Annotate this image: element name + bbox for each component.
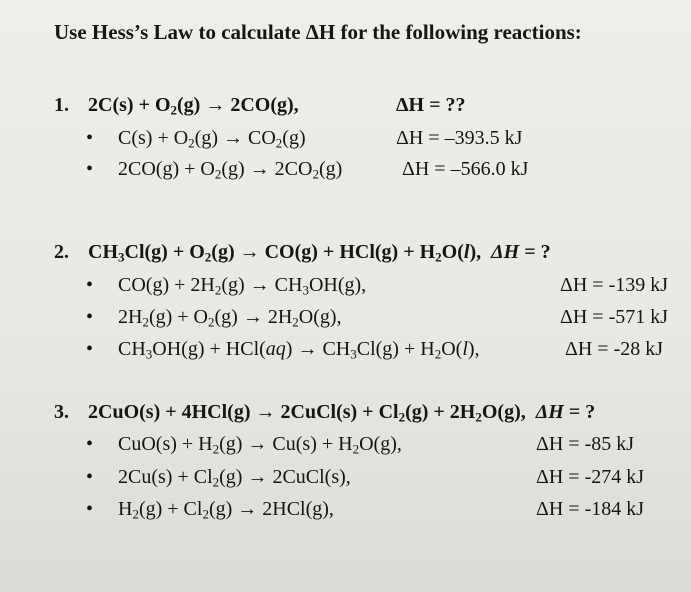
problem-1-number: 1. bbox=[54, 94, 69, 116]
bullet-icon: • bbox=[86, 274, 94, 296]
problem-1-step-2-dh: ΔH = –566.0 kJ bbox=[402, 158, 529, 180]
worksheet-title: Use Hess’s Law to calculate ΔH for the following reactions: bbox=[54, 20, 582, 44]
bullet-icon: • bbox=[86, 498, 94, 520]
bullet-icon: • bbox=[86, 306, 94, 328]
problem-2-step-2: $2H_2(g) + O_2(g) \to 2H_2O(g)$, bbox=[118, 306, 342, 330]
problem-3-step-3-dh: ΔH = -184 kJ bbox=[536, 498, 645, 520]
problem-1-step-2: $2CO(g) + O_2(g) \to 2CO_2(g)$ bbox=[118, 158, 343, 182]
problem-2-step-3: $CH_3OH(g) + HCl(aq) \to CH_3Cl(g) + H_2O(l)$, bbox=[118, 338, 480, 362]
bullet-icon: • bbox=[86, 158, 94, 180]
problem-1-step-1: $C(s) + O_2(g) \to CO_2(g)$ bbox=[118, 127, 306, 151]
problem-1-dh: ΔH = ?? bbox=[396, 94, 466, 116]
problem-3-step-2-dh: ΔH = -274 kJ bbox=[536, 466, 645, 488]
problem-3-number: 3. bbox=[54, 401, 69, 423]
problem-3-step-2: $2Cu(s) + Cl_2(g)$ → 2CuCl(s), bbox=[118, 466, 351, 490]
problem-3-step-1-dh: ΔH = -85 kJ bbox=[536, 433, 635, 455]
problem-1-reaction: 1. $2C(s) + O_2(g) \to 2CO(g)$, bbox=[54, 94, 299, 118]
bullet-icon: • bbox=[86, 338, 94, 360]
problem-2-number: 2. bbox=[54, 241, 69, 263]
problem-2-step-2-dh: ΔH = -571 kJ bbox=[560, 306, 669, 328]
bullet-icon: • bbox=[86, 466, 94, 488]
problem-3-step-1: $CuO(s) + H_2(g) \to Cu(s) + H_2O(g)$, bbox=[118, 433, 402, 457]
problem-2-step-3-dh: ΔH = -28 kJ bbox=[565, 338, 664, 360]
problem-3-reaction: 3. 2CuO(s) + 4HCl(g) → 2CuCl(s) + $Cl_2(g) + 2H_2O(g)$, ΔH = ? bbox=[54, 401, 596, 425]
problem-1-step-1-dh: ΔH = –393.5 kJ bbox=[396, 127, 523, 149]
problem-2-reaction: 2. $CH_3Cl(g) + O_2(g) \to CO(g) + HCl(g) + H_2O(l)$, ΔH = ? bbox=[54, 241, 551, 265]
problem-2-step-1: $CO(g) + 2H_2(g) \to CH_3OH(g)$, bbox=[118, 274, 367, 298]
bullet-icon: • bbox=[86, 127, 94, 149]
problem-2-step-1-dh: ΔH = -139 kJ bbox=[560, 274, 669, 296]
problem-3-step-3: $H_2(g) + Cl_2(g) \to 2HCl(g)$, bbox=[118, 498, 334, 522]
bullet-icon: • bbox=[86, 433, 94, 455]
